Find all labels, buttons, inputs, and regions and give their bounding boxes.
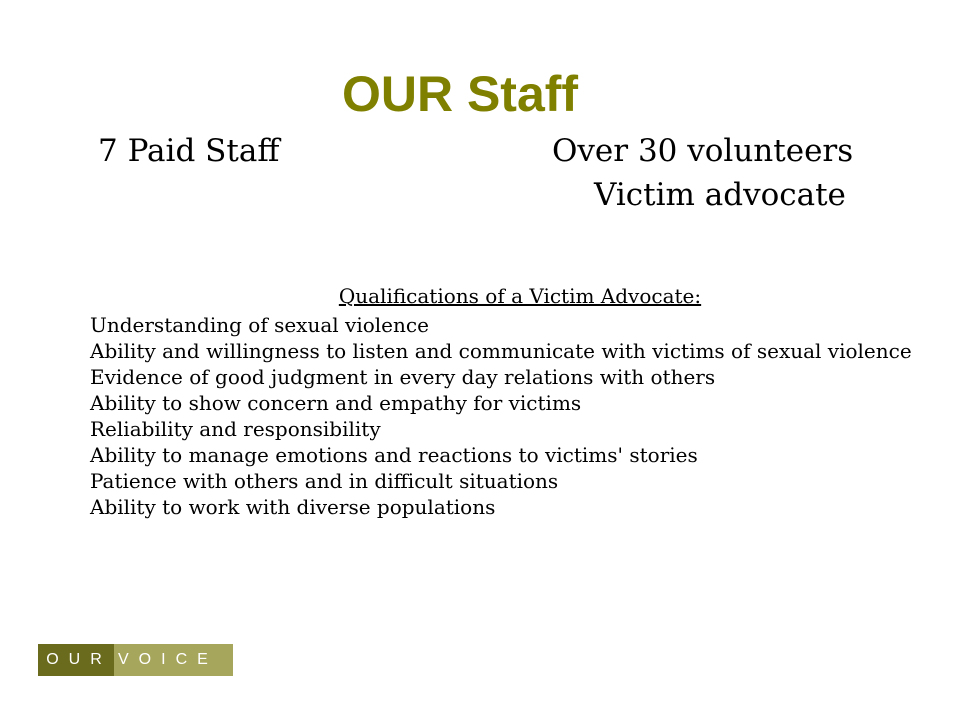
qualification-item: Reliability and responsibility: [90, 417, 381, 441]
qualification-item: Ability to manage emotions and reactions to victims' stories: [90, 443, 698, 467]
slide-title: OUR Staff: [341, 66, 579, 122]
qualifications-list: [90, 312, 950, 520]
qualification-item: Evidence of good judgment in every day relations with others: [90, 365, 716, 389]
qualifications-heading: Qualifications of a Victim Advocate:: [338, 284, 702, 308]
qualification-item: Ability to work with diverse populations: [90, 495, 496, 519]
logo-our-segment: OUR: [38, 644, 114, 676]
logo-voice-segment: VOICE: [114, 644, 233, 676]
victim-advocate-label: Victim advocate: [594, 177, 846, 213]
paid-staff-count: 7 Paid Staff: [98, 133, 280, 169]
qualification-item: Ability and willingness to listen and communicate with victims of sexual violence: [90, 339, 912, 363]
qualification-item: Ability to show concern and empathy for victims: [90, 391, 582, 415]
our-voice-logo: [38, 644, 233, 676]
qualification-item: Patience with others and in difficult situations: [90, 469, 559, 493]
qualification-item: Understanding of sexual violence: [90, 313, 429, 337]
volunteer-count: Over 30 volunteers: [552, 133, 854, 169]
